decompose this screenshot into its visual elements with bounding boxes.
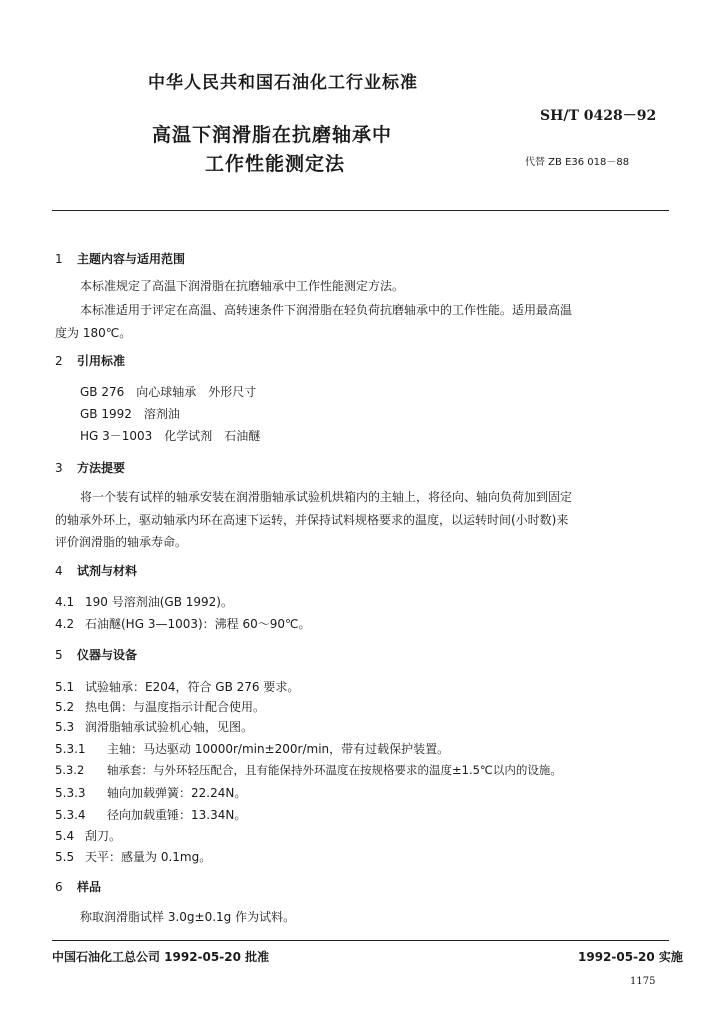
section-1-paragraph-1: 本标准规定了高温下润滑脂在抗磨轴承中工作性能测定方法。 [80,279,405,293]
document-title-line1: 高温下润滑脂在抗磨轴承中 [152,124,393,146]
reference-standard-3: HG 3－1003 化学试剂 石油醚 [80,429,261,443]
clause-number: 5.1 [55,680,75,694]
section-number: 4 [55,564,63,578]
section-number: 2 [55,354,63,368]
standard-code: SH/T 0428－92 [540,108,657,124]
reference-standard-1: GB 276 向心球轴承 外形尺寸 [80,385,257,399]
list-item [55,718,253,735]
section-number: 1 [55,252,63,266]
replaces-standard: 代替 ZB E36 018－88 [525,157,630,168]
list-item [55,740,449,757]
clause-text: 190 号溶剂油(GB 1992)。 [85,595,233,609]
section-4-heading [55,562,137,579]
list-item [55,698,265,715]
header-divider [52,210,669,211]
section-1-paragraph-2-line-1: 本标准适用于评定在高温、高转速条件下润滑脂在轻负荷抗磨轴承中的工作性能。适用最高温 [80,303,573,317]
list-item [55,678,299,695]
clause-number: 4.1 [55,595,75,609]
list-item [55,848,211,865]
section-title: 仪器与设备 [77,648,138,662]
clause-text: 热电偶：与温度指示计配合使用。 [85,700,266,714]
list-item [55,593,233,610]
section-5-heading [55,646,137,663]
section-number: 5 [55,648,63,662]
page-number: 1175 [630,976,656,987]
clause-number: 5.3.1 [55,742,86,756]
section-3-line-1: 将一个装有试样的轴承安装在润滑脂轴承试验机烘箱内的主轴上，将径向、轴向负荷加到固定 [80,490,573,504]
clause-text: 润滑脂轴承试验机心轴，见图。 [85,720,254,734]
clause-number: 4.2 [55,617,75,631]
clause-number: 5.2 [55,700,75,714]
implementation-date: 1992-05-20 实施 [578,950,683,964]
section-3-line-3: 评价润滑脂的轴承寿命。 [55,535,188,549]
clause-text: 轴向加载弹簧：22.24N。 [107,786,247,800]
clause-number: 5.3 [55,720,75,734]
section-number: 6 [55,880,63,894]
issuing-organization: 中华人民共和国石油化工行业标准 [148,73,418,93]
list-item [55,615,311,632]
clause-text: 刮刀。 [85,829,122,843]
clause-number: 5.3.2 [55,763,85,777]
section-title: 试剂与材料 [77,564,138,578]
clause-number: 5.4 [55,829,75,843]
clause-number: 5.5 [55,850,75,864]
section-title: 方法提要 [77,461,126,475]
clause-number: 5.3.3 [55,786,86,800]
clause-text: 试验轴承：E204，符合 GB 276 要求。 [85,680,300,694]
footer-divider [52,940,669,941]
list-item [55,806,246,823]
clause-text: 主轴：马达驱动 10000r/min±200r/min，带有过载保护装置。 [107,742,450,756]
clause-text: 径向加载重锤：13.34N。 [107,808,247,822]
section-number: 3 [55,461,63,475]
list-item [55,762,562,778]
approval-note: 中国石油化工总公司 1992-05-20 批准 [52,950,270,964]
section-title: 引用标准 [77,354,126,368]
section-title: 样品 [77,880,102,894]
document-title-line2: 工作性能测定法 [205,153,346,175]
section-title: 主题内容与适用范围 [77,252,186,266]
reference-standard-2: GB 1992 溶剂油 [80,407,180,421]
section-6-heading [55,878,101,895]
list-item [55,827,121,844]
section-2-heading [55,352,125,369]
section-3-line-2: 的轴承外环上，驱动轴承内环在高速下运转，并保持试料规格要求的温度，以运转时间(小时数)来 [55,513,569,527]
clause-text: 天平：感量为 0.1mg。 [85,850,212,864]
section-1-paragraph-2-line-2: 度为 180℃。 [55,326,132,340]
section-1-heading [55,250,185,267]
clause-number: 5.3.4 [55,808,86,822]
section-3-heading [55,459,125,476]
list-item [55,784,246,801]
section-6-paragraph: 称取润滑脂试样 3.0g±0.1g 作为试料。 [80,910,296,924]
clause-text: 轴承套：与外环轻压配合，且有能保持外环温度在按规格要求的温度±1.5℃以内的设施。 [107,763,562,777]
clause-text: 石油醚(HG 3—1003)：沸程 60～90℃。 [85,617,311,631]
